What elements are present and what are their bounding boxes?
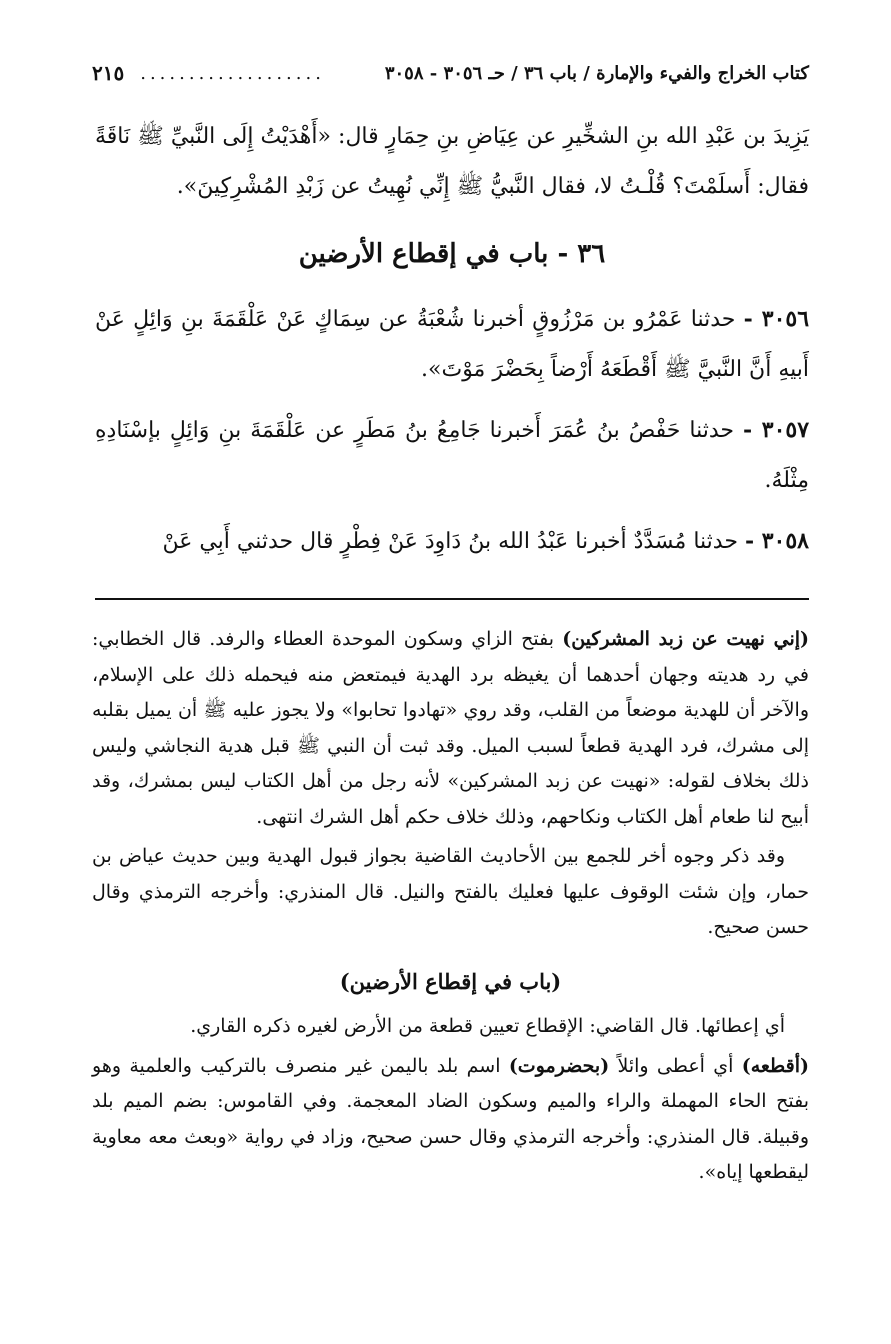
chapter-heading: ٣٦ - باب في إقطاع الأرضين: [298, 239, 606, 269]
commentary: [92, 622, 809, 1195]
commentary-paragraph-3: أي إعطائها. قال القاضي: الإقطاع تعيين قطعة من الأرض لغيره ذكره القاري.: [190, 1015, 785, 1037]
commentary-text: اسم بلد باليمن غير منصرف بالتركيب والعلمية وهو بفتح الحاء المهملة والراء والميم وسكون الضاد المعجمة. وفي القاموس: بضم الميم بلد وقبيلة. قال المنذري: وأخرجه الترمذي وقال حسن صحيح، وزاد في رواية «وبعث معه معاوية ليقطعها إياه».: [92, 1054, 809, 1183]
hadith-number: ٣٠٥٨ -: [744, 528, 809, 554]
hadith-text: حدثنا حَفْصُ بنُ عُمَرَ أَخبرنا جَامِعُ بنُ مَطَرٍ عن عَلْقَمَةَ بنِ وَائِلٍ بإسْنَادِهِ مِثْلَهُ.: [95, 418, 809, 493]
hadith-text: حدثنا مُسَدَّدٌ أخبرنا عَبْدُ الله بنُ دَاوِدَ عَنْ فِطْرٍ قال حدثني أَبِي عَنْ: [162, 529, 738, 554]
commentary-lemma: (إني نهيت عن زبد المشركين): [562, 628, 809, 650]
header-title: كتاب الخراج والفيء والإمارة / باب ٣٦ / حـ ٣٠٥٦ - ٣٠٥٨: [384, 62, 809, 84]
commentary-paragraph-4: [92, 1049, 809, 1191]
footnote-divider: [95, 598, 809, 600]
hadith-text: حدثنا عَمْرُو بن مَرْزُوقٍ أخبرنا شُعْبَةُ عن سِمَاكٍ عَنْ عَلْقَمَةَ بنِ وَائِلٍ عَنْ أَبيهِ أَنَّ النَّبيَّ ﷺ أَقْطَعَهُ أَرْضاً بِحَضْرَ مَوْتَ».: [95, 307, 809, 382]
commentary-paragraph-2: وقد ذكر وجوه أخر للجمع بين الأحاديث القاضية بجواز قبول الهدية وبين حديث عياض بن حمار، وإن شئت الوقوف عليها فعليك بالفتح والنيل. قال المنذري: وأخرجه الترمذي وقال حسن صحيح.: [92, 845, 809, 938]
running-header: [92, 58, 809, 88]
hadith-3058: [95, 516, 809, 567]
commentary-text: أي أعطى وائلاً: [609, 1054, 742, 1077]
commentary-sub-heading: (باب في إقطاع الأرضين): [339, 968, 562, 994]
page-number: ٢١٥: [92, 61, 125, 85]
commentary-lemma: (أقطعه): [741, 1054, 809, 1077]
header-dots: ...................: [140, 62, 325, 84]
commentary-paragraph-1: [92, 622, 809, 835]
main-text: [95, 112, 809, 567]
hadith-number: ٣٠٥٦ -: [743, 306, 810, 332]
hadith-3056: [95, 294, 809, 395]
opening-paragraph: يَزِيدَ بن عَبْدِ الله بنِ الشخِّيرِ عن عِيَاضِ بنِ حِمَارٍ قال: «أَهْدَيْتُ إِلَى النَّبيِّ ﷺ نَاقَةً فقال: أَسلَمْتَ؟ قُلْـتُ لا، فقال النَّبيُّ ﷺ إِنِّي نُهِيتُ عن زَبْدِ المُشْرِكِينَ».: [95, 124, 809, 199]
commentary-text: بفتح الزاي وسكون الموحدة العطاء والرفد. قال الخطابي: في رد هديته وجهان أحدهما أن يغيظه برد الهدية فيمتعض منه فيحمله ذلك على الإسلام، والآخر أن للهدية موضعاً من القلب، وقد روي «تهادوا تحابوا» ولا يجوز عليه ﷺ أن يميل بقلبه إلى مشرك، فرد الهدية قطعاً لسبب الميل. وقد ثبت أن النبي ﷺ قبل هدية النجاشي وليس ذلك بخلاف لقوله: «نهيت عن زبد المشركين» لأنه رجل من أهل الكتاب ليس بمشرك، وقد أبيح لنا طعام أهل الكتاب ونكاحهم، وذلك خلاف حكم أهل الشرك انتهى.: [92, 628, 809, 828]
hadith-number: ٣٠٥٧ -: [742, 417, 810, 443]
hadith-3057: [95, 405, 809, 506]
commentary-lemma: (بحضرموت): [508, 1054, 610, 1077]
